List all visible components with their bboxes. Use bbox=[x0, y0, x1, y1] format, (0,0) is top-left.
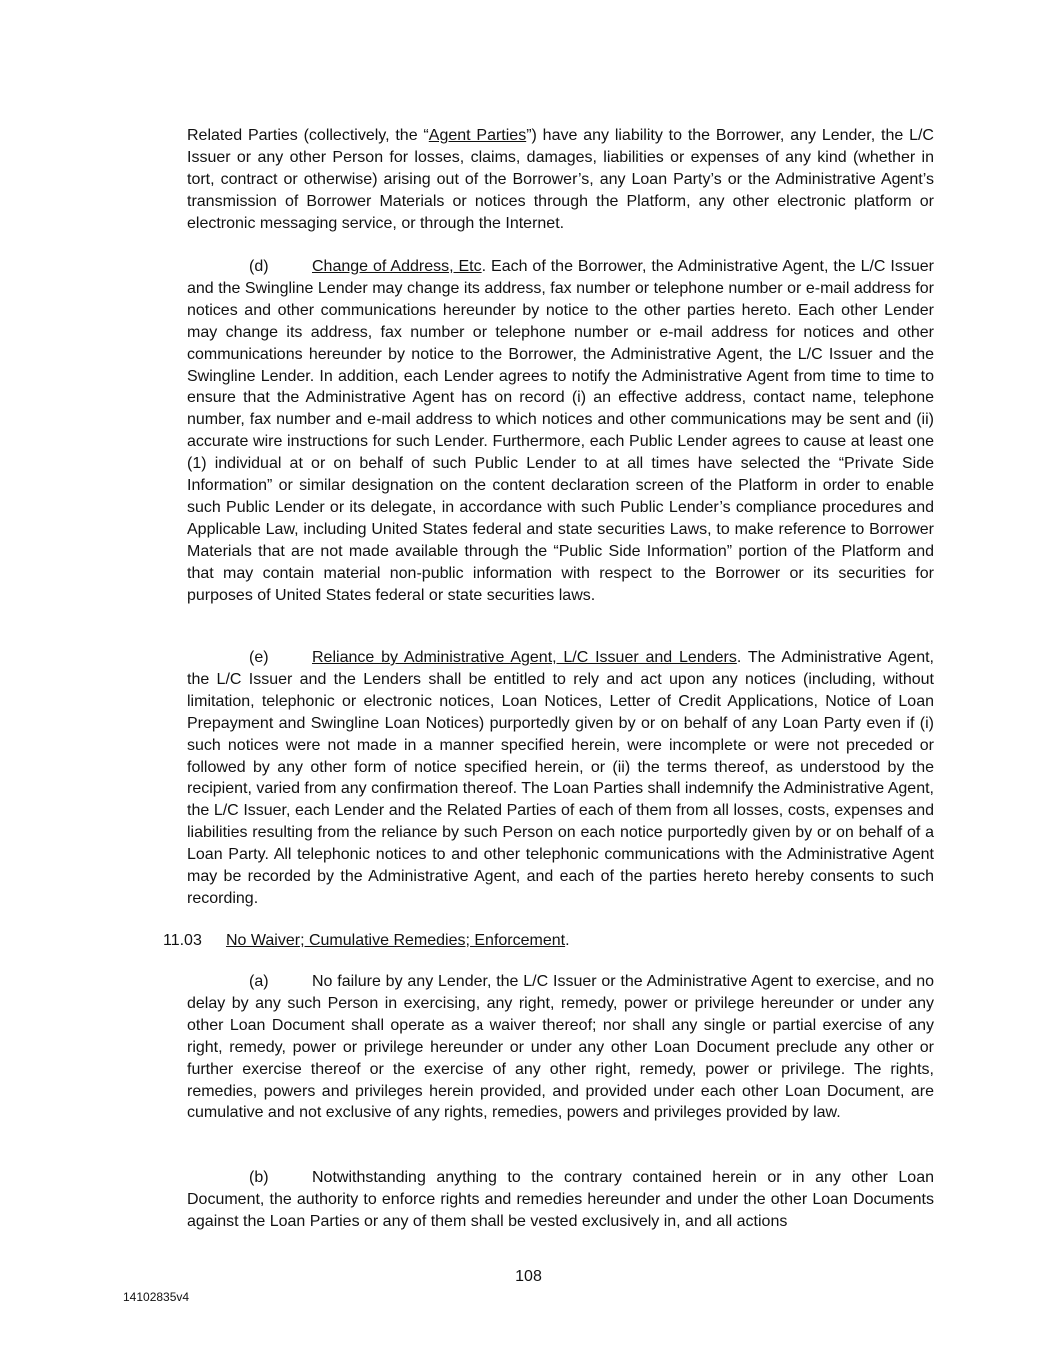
paragraph-number: (a) bbox=[249, 973, 269, 990]
paragraph-caption: Reliance by Administrative Agent, L/C Issuer and Lenders bbox=[312, 649, 737, 666]
document-id: 14102835v4 bbox=[123, 1290, 190, 1304]
paragraph-number: (e) bbox=[249, 649, 269, 666]
section-title: No Waiver; Cumulative Remedies; Enforcement bbox=[226, 932, 566, 949]
page-number: 108 bbox=[515, 1268, 542, 1285]
paragraph-text: Notwithstanding anything to the contrary contained herein or in any other Loan Document, the authority to enforce rights and remedies hereunder and under the other Loan Documents against the Loan Parties or any of them shall be vested exclusively in, and all actions bbox=[187, 1169, 934, 1230]
paragraph-text: . Each of the Borrower, the Administrative Agent, the L/C Issuer and the Swingline Lender may change its address, fax number or telephone number or e-mail address for notices and other communications hereunder by notice to the other parties hereto. Each other Lender may change its address, fax number or telephone number or e-mail address for notices and other communications hereunder by notice to the Borrower, the Administrative Agent, the L/C Issuer and the Swingline Lender. In addition, each Lender agrees to notify the Administrative Agent from time to time to ensure that the Administrative Agent has on record (i) an effective address, contact name, telephone number, fax number and e-mail address to which notices and other communications may be sent and (ii) accurate wire instructions for such Lender. Furthermore, each Public Lender agrees to cause at least one (1) individual at or on behalf of such Public Lender to at all times have selected the “Private Side Information” or similar designation on the content declaration screen of the Platform in order to enable such Public Lender or its delegate, in accordance with such Public Lender’s compliance procedures and Applicable Law, including United States federal and state securities Laws, to make reference to Borrower Materials that are not made available through the “Public Side Information” portion of the Platform and that may contain material non-public information with respect to the Borrower or its securities for purposes of United States federal or state securities laws. bbox=[187, 258, 935, 604]
section-number: 11.03 bbox=[163, 932, 202, 949]
paragraph-text: ”) have any liability to the Borrower, any Lender, the L/C Issuer or any other Person for losses, claims, damages, liabilities or expenses of any kind (whether in tort, contract or otherwise) arising out of the Borrower’s, any Loan Party’s or the Administrative Agent’s transmission of Borrower Materials or notices through the Platform, any other electronic platform or electronic messaging service, or through the Internet. bbox=[187, 127, 934, 232]
defined-term-agent-parties: Agent Parties bbox=[428, 127, 527, 144]
paragraph-number: (d) bbox=[249, 258, 269, 275]
paragraph-a-no-waiver bbox=[187, 971, 934, 1124]
paragraph-number: (b) bbox=[249, 1169, 269, 1186]
paragraph-agent-parties bbox=[187, 125, 934, 235]
paragraph-e-reliance bbox=[187, 647, 934, 910]
paragraph-text: Related Parties (collectively, the “ bbox=[187, 127, 429, 144]
paragraph-text: . The Administrative Agent, the L/C Issuer and the Lenders shall be entitled to rely and act upon any notices (including, without limitation, telephonic or electronic notices, Loan Notices, Letter of Credit Applications, Notice of Loan Prepayment and Swingline Loan Notices) purportedly given by or on behalf of any Loan Party even if (i) such notices were not made in a manner specified herein, were incomplete or were not preceded or followed by any other form of notice specified herein, or (ii) the terms thereof, as understood by the recipient, varied from any confirmation thereof. The Loan Parties shall indemnify the Administrative Agent, the L/C Issuer, each Lender and the Related Parties of each of them from all losses, costs, expenses and liabilities resulting from the reliance by such Person on each notice purportedly given by or on behalf of a Loan Party. All telephonic notices to and other telephonic communications with the Administrative Agent may be recorded by the Administrative Agent, and each of the parties hereto hereby consents to such recording. bbox=[187, 649, 934, 907]
section-heading-11-03 bbox=[163, 930, 934, 952]
paragraph-caption: Change of Address, Etc bbox=[312, 258, 482, 275]
section-title-period: . bbox=[565, 932, 570, 949]
paragraph-d-change-of-address bbox=[187, 256, 934, 607]
paragraph-b-enforcement bbox=[187, 1167, 934, 1233]
paragraph-text: No failure by any Lender, the L/C Issuer or the Administrative Agent to exercise, and no delay by any such Person in exercising, any right, remedy, power or privilege hereunder or under any other Loan Document shall operate as a waiver thereof; nor shall any single or partial exercise of any right, remedy, power or privilege hereunder or under any other Loan Document preclude any other or further exercise thereof or the exercise of any other right, remedy, power or privilege. The rights, remedies, powers and privileges herein provided, and provided under each other Loan Document, are cumulative and not exclusive of any rights, remedies, powers and privileges provided by law. bbox=[187, 973, 934, 1122]
